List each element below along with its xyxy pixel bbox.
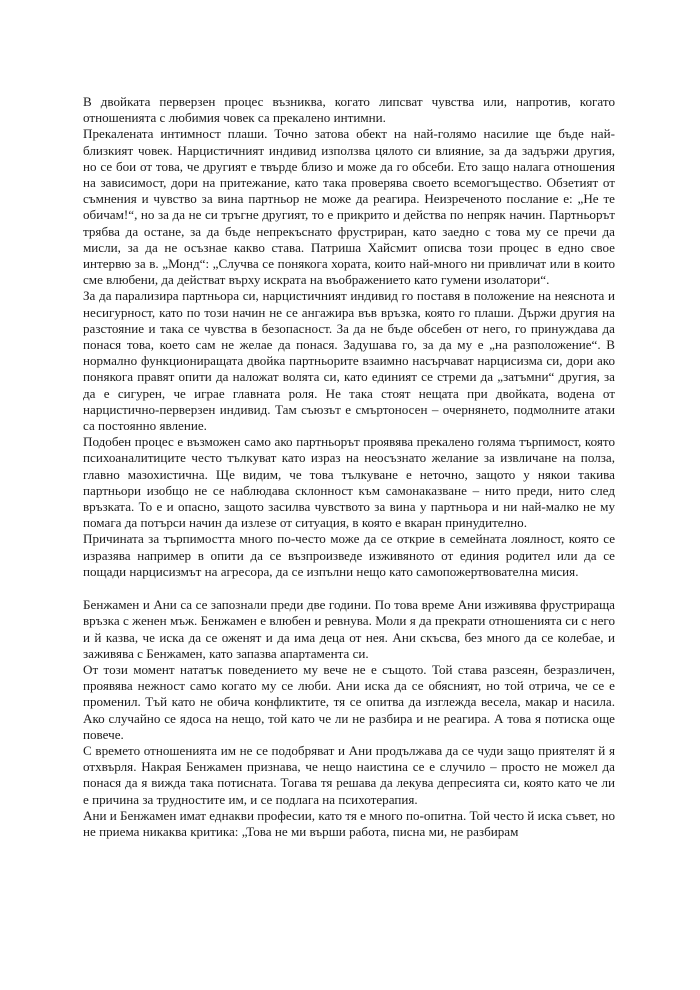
case-paragraph: От този момент нататък поведението му вече не е същото. Той става разсеян, безразличен, проявява нежност само когато му се люби. Ани иска да се обясният, но той отрича, че се е променил. Тъй като не обича конфликтите, тя се опитва да изглежда весела, макар и насила. Ако случайно се ядоса на нещо, той като че ли не разбира и не реагира. А това я потиска още повече. (83, 661, 615, 742)
paragraph: Причината за търпимостта много по-често може да се открие в семейната лоялност, която се изразява например в опити да се възпроизведе изживяното от единия родител или да се пощади нарцисизмът на агресора, да се изпълни нещо като самопожертвователна мисия. (83, 531, 615, 579)
paragraph: Подобен процес е възможен само ако партньорът проявява прекалено голяма търпимост, която психоаналитиците често тълкуват като израз на неосъзнато желание за извличане на полза, главно мазохистична. Ще видим, че това тълкуване е неточно, защото у някои такива партньори изобщо не се наблюдава склонност към самонаказване – нито преди, нито след връзката. То е и опасно, защото засилва чувството за вина у партньора и ни най-малко не му помага да потърси начин да излезе от ситуация, в която е вкаран принудително. (83, 434, 615, 531)
case-paragraph: Ани и Бенжамен имат еднакви професии, като тя е много по-опитна. Той често й иска съвет, но не приема никаква критика: „Това не ми върши работа, писна ми, не разбирам (83, 807, 615, 839)
paragraph: За да парализира партньора си, нарцистичният индивид го поставя в положение на неяснота и несигурност, като по този начин не се ангажира във връзка, която го плаши. Държи другия на разстояние и така се чувства в безопасност. За да не бъде обсебен от него, го принуждава да понася това, което сам не желае да понася. Задушава го, за да му е „на разположение“. В нормално функциониращата двойка партньорите взаимно насърчават нарцисизма си, дори ако понякога правят опити да наложат волята си, като единият се стреми да „затъмни“ другия, за да е сигурен, че играе главната роля. Не така стоят нещата при двойката, водена от нарцистично-перверзен индивид. Там съюзът е смъртоносен – очернянето, подмолните атаки са постоянно явление. (83, 288, 615, 434)
case-paragraph: С времето отношенията им не се подобряват и Ани продължава да се чуди защо приятелят й я отхвърля. Накрая Бенжамен признава, че нещо наистина се е случило – просто не можел да понася да я вижда така потисната. Тогава тя решава да лекува депресията си, която като че ли е причина за трудностите им, и се подлага на психотерапия. (83, 742, 615, 807)
paragraph: В двойката перверзен процес възниква, когато липсват чувства или, напротив, когато отношенията с любимия човек са прекалено интимни. (83, 94, 615, 126)
section-gap (83, 580, 615, 597)
paragraph: Прекалената интимност плаши. Точно затова обект на най-голямо насилие ще бъде най-близкият човек. Нарцистичният индивид използва цялото си влияние, за да задържи другия, но се бои от това, че другият е твърде близо и може да го обсеби. Ето защо налага отношения на зависимост, дори на притежание, като така проверява своето всемогъщество. Обзетият от съмнения и чувство за вина партньор не може да реагира. Неизреченото послание е: „Не те обичам!“, но за да не си тръгне другият, то е прикрито и действа по непряк начин. Партньорът трябва да остане, за да бъде непрекъснато фрустриран, като заедно с това му се пречи да мисли, за да не осъзнае какво става. Патриша Хайсмит описва този процес в едно свое интервю за в. „Монд“: „Случва се понякога хората, които най-много ни привличат или в които сме влюбени, да действат върху искрата на въображението като гумени изолатори“. (83, 126, 615, 288)
document-page (83, 94, 615, 840)
case-paragraph: Бенжамен и Ани са се запознали преди две години. По това време Ани изживява фрустрираща връзка с женен мъж. Бенжамен е влюбен и ревнува. Моли я да прекрати отношенията си с него и й казва, че иска да се оженят и да има деца от нея. Ани скъсва, без много да се колебае, и заживява с Бенжамен, като запазва апартамента си. (83, 597, 615, 661)
